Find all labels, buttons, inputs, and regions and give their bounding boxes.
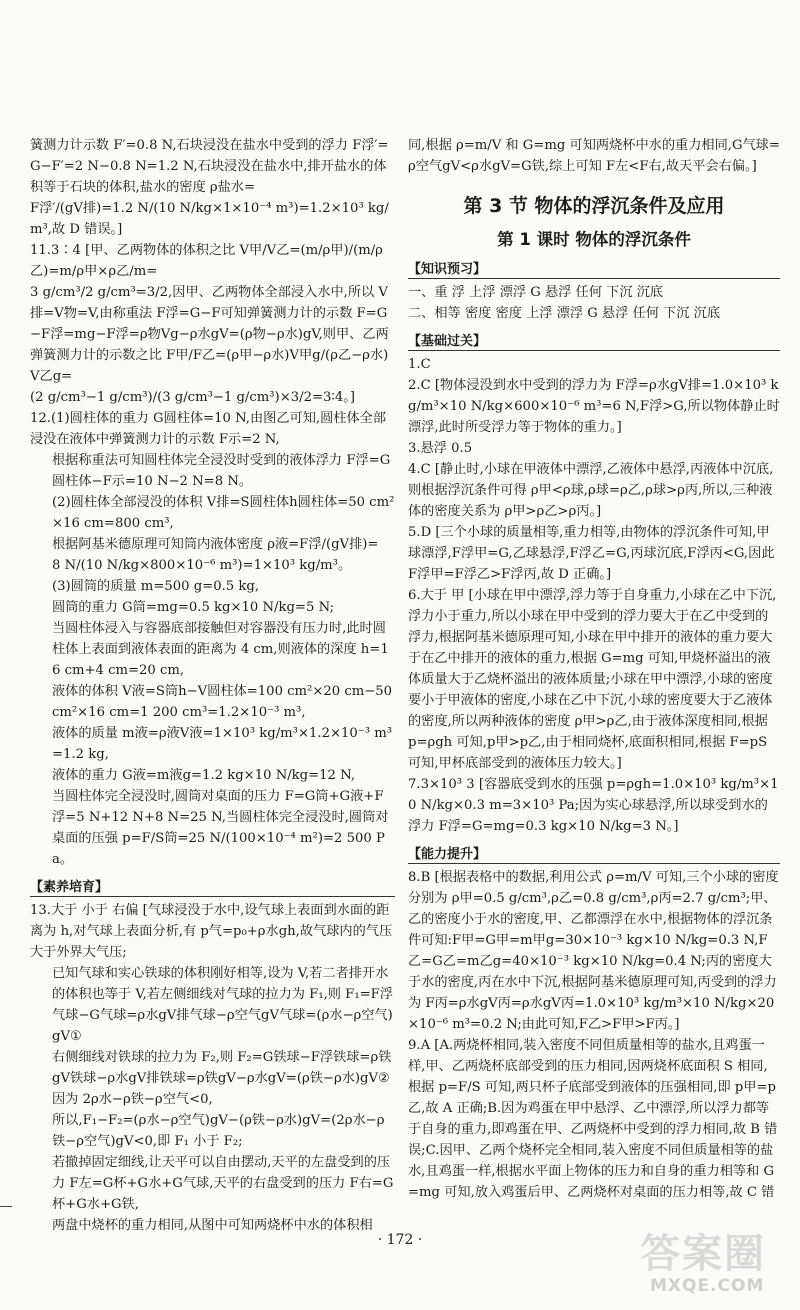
answer-paragraph: 当圆柱体完全浸没时,圆筒对桌面的压力 F=G筒+G液+F浮=5 N+12 N+8 N=25 N,当圆柱体完全浸没时,圆筒对桌面的压强 p=F/S筒=25 N/(100×10⁻⁴ m²)=2 500 Pa。: [52, 789, 389, 867]
answer-paragraph: 5.D [三个小球的质量相等,重力相等,由物体的浮沉条件可知,甲球漂浮,F浮甲=G,乙球悬浮,F浮乙=G,丙球沉底,F浮丙<G,因此 F浮甲=F浮乙>F浮丙,故 D 正确。]: [408, 525, 775, 582]
answer-paragraph: (3)圆筒的质量 m=500 g=0.5 kg,: [52, 579, 260, 594]
answer-paragraph: (2 g/cm³−1 g/cm³)/(3 g/cm³−1 g/cm³)×3/2=3∶4。]: [30, 390, 355, 405]
answer-paragraph: 所以,F₁−F₂=(ρ水−ρ空气)gV−(ρ铁−ρ水)gV=(2ρ水−ρ铁−ρ空气)gV<0,即 F₁ 小于 F₂;: [52, 1113, 385, 1149]
section-heading: 【素养培育】: [30, 876, 395, 897]
section-heading: 【知识预习】: [408, 258, 780, 279]
answer-paragraph: 4.C [静止时,小球在甲液体中漂浮,乙液体中悬浮,丙液体中沉底,则根据浮沉条件可得 ρ甲<ρ球,ρ球=ρ乙,ρ球>ρ丙,所以,三种液体的密度关系为 ρ甲>ρ乙>ρ丙。]: [408, 462, 774, 519]
right-column: [408, 135, 780, 1203]
answer-paragraph: 13.大于 小于 右偏 [气球浸没于水中,设气球上表面到水面的距离为 h,对气球上表面分析,有 p气=p₀+ρ水gh,故气球内的气压大于外界大气压;: [30, 903, 393, 960]
section-heading: 【基础过关】: [408, 330, 780, 351]
answer-paragraph: 根据称重法可知圆柱体完全浸没时受到的液体浮力 F浮=G圆柱体−F示=10 N−2 N=8 N。: [52, 453, 391, 489]
page-number: · 172 ·: [377, 1232, 423, 1248]
answer-paragraph: 液体的重力 G液=m液g=1.2 kg×10 N/kg=12 N,: [52, 768, 356, 783]
watermark-main-text: 答案圈: [640, 1231, 766, 1277]
answer-paragraph: 当圆柱体浸入与容器底部接触但对容器没有压力时,此时圆柱体上表面到液体表面的距离为 4 cm,则液体的深度 h=16 cm+4 cm=20 cm,: [52, 621, 389, 678]
answer-paragraph: 同,根据 ρ=m/V 和 G=mg 可知两烧杯中水的重力相同,G气球=ρ空气gV<ρ水gV=G铁,综上可知 F左<F右,故天平会右偏。]: [408, 138, 780, 174]
answer-paragraph: 一、重 浮 上浮 漂浮 G 悬浮 任何 下沉 沉底: [408, 285, 664, 300]
answer-paragraph: 9.A [A.两烧杯相同,装入密度不同但质量相等的盐水,且鸡蛋一样,甲、乙两烧杯底部受到的压力相同,因两烧杯底面积 S 相同,根据 p=F/S 可知,两只杯子底部受到液体的压强相同,即 p甲=p乙,故 A 正确;B.因为鸡蛋在甲中悬浮、乙中漂浮,所以浮力都等于自身的重力,即鸡蛋在甲、乙两烧杯中受到的浮力相同,故 B 错误;C.因甲、乙两个烧杯完全相同,装入密度不同但质量相等的盐水,且鸡蛋一样,根据水平面上物体的压力和自身的重力相等和 G=mg 可知,放入鸡蛋后甲、乙两烧杯对桌面的压力相等,故 C 错: [408, 1038, 778, 1200]
answer-paragraph: 液体的质量 m液=ρ液V液=1×10³ kg/m³×1.2×10⁻³ m³=1.2 kg,: [52, 726, 393, 762]
watermark-url-text: MXQE.COM: [650, 1276, 765, 1296]
answer-paragraph: 二、相等 密度 密度 上浮 漂浮 G 悬浮 任何 下沉 沉底: [408, 306, 721, 321]
watermark-logo: [632, 1222, 792, 1302]
answer-paragraph: 因为 2ρ水−ρ铁−ρ空气<0,: [52, 1092, 213, 1107]
answer-paragraph: 已知气球和实心铁球的体积刚好相等,设为 V,若二者排开水的体积也等于 V,若左侧细线对气球的拉力为 F₁,则 F₁=F浮气球−G气球=ρ水gV排气球−ρ空气gV气球=(ρ水−ρ空气)gV①: [52, 966, 393, 1044]
answer-paragraph: 两盘中烧杯的重力相同,从图中可知两烧杯中水的体积相: [52, 1218, 373, 1233]
answer-paragraph: 8 N/(10 N/kg×800×10⁻⁶ m³)=1×10³ kg/m³。: [52, 558, 352, 573]
answer-paragraph: 7.3×10³ 3 [容器底受到水的压强 p=ρgh=1.0×10³ kg/m³×10 N/kg×0.3 m=3×10³ Pa;因为实心球悬浮,所以球受到水的浮力 F浮=G=mg=0.3 kg×10 N/kg=3 N。]: [408, 777, 779, 834]
answer-paragraph: 右侧细线对铁球的拉力为 F₂,则 F₂=G铁球−F浮铁球=ρ铁gV铁球−ρ水gV排铁球=ρ铁gV−ρ水gV=(ρ铁−ρ水)gV②: [52, 1050, 392, 1086]
answer-paragraph: 12.(1)圆柱体的重力 G圆柱体=10 N,由图乙可知,圆柱体全部浸没在液体中弹簧测力计的示数 F示=2 N,: [30, 411, 387, 447]
answer-paragraph: 6.大于 甲 [小球在甲中漂浮,浮力等于自身重力,小球在乙中下沉,浮力小于重力,所以小球在甲中受到的浮力要大于在乙中受到的浮力,根据阿基米德原理可知,小球在甲中排开的液体的重力要大于在乙中排开的液体的重力,根据 G=mg 可知,甲烧杯溢出的液体质量大于乙烧杯溢出的液体质量;小球在甲中漂浮,小球的密度要小于甲液体的密度,小球在乙中下沉,小球的密度要大于乙液体的密度,所以两种液体的密度 ρ甲>ρ乙,由于液体深度相同,根据 p=ρgh 可知,p甲>p乙,由于相同烧杯,底面积相同,根据 F=pS 可知,甲杯底部受到的液体压力较大。]: [408, 588, 777, 771]
answer-paragraph: 若撤掉固定细线,让天平可以自由摆动,天平的左盘受到的压力 F左=G杯+G水+G气球,天平的右盘受到的压力 F右=G杯+G水+G铁,: [52, 1155, 394, 1212]
section-heading: 【能力提升】: [408, 843, 780, 864]
answer-paragraph: 8.B [根据表格中的数据,利用公式 ρ=m/V 可知,三个小球的密度分别为 ρ甲=0.5 g/cm³,ρ乙=0.8 g/cm³,ρ丙=2.7 g/cm³;甲、乙的密度小于水的密度,甲、乙都漂浮在水中,根据物体的浮沉条件可知:F甲=G甲=m甲g=30×10⁻³ kg×10 N/kg=0.3 N,F乙=G乙=m乙g=40×10⁻³ kg×10 N/kg=0.4 N;丙的密度大于水的密度,丙在水中下沉,根据阿基米德原理可知,丙受到的浮力为 F丙=ρ水gV丙=ρ水gV丙=1.0×10³ kg/m³×10 N/kg×20×10⁻⁶ m³=0.2 N;由此可知,F乙>F甲>F丙。]: [408, 870, 779, 1032]
answer-paragraph: F浮′/(gV排)=1.2 N/(10 N/kg×1×10⁻⁴ m³)=1.2×10³ kg/m³,故 D 错误。]: [30, 201, 389, 237]
answer-paragraph: 1.C: [408, 357, 431, 372]
answer-paragraph: 圆筒的重力 G筒=mg=0.5 kg×10 N/kg=5 N;: [52, 600, 335, 615]
answer-paragraph: 簧测力计示数 F′=0.8 N,石块浸没在盐水中受到的浮力 F浮′=G−F′=2 N−0.8 N=1.2 N,石块浸没在盐水中,排开盐水的体积等于石块的体积,盐水的密度 ρ盐水=: [30, 138, 389, 195]
answer-paragraph: 2.C [物体浸没到水中受到的浮力为 F浮=ρ水gV排=1.0×10³ kg/m³×10 N/kg×600×10⁻⁶ m³=6 N,F浮>G,所以物体静止时漂浮,此时所受浮力等于物体的重力。]: [408, 378, 780, 435]
scan-edge-mark: [0, 1206, 12, 1207]
left-column: [30, 135, 395, 1236]
answer-paragraph: 11.3∶4 [甲、乙两物体的体积之比 V甲/V乙=(m/ρ甲)/(m/ρ乙)=m/ρ甲×ρ乙/m=: [30, 243, 383, 279]
section-title: 第 3 节 物体的浮沉条件及应用: [463, 195, 725, 217]
answer-paragraph: 根据阿基米德原理可知筒内液体密度 ρ液=F浮/(gV排)=: [52, 537, 379, 552]
answer-paragraph: 3 g/cm³/2 g/cm³=3/2,因甲、乙两物体全部浸入水中,所以 V排=V物=V,由称重法 F浮=G−F可知弹簧测力计的示数 F=G−F浮=mg−F浮=ρ物Vg−ρ水gV=(ρ物−ρ水)gV,则甲、乙两弹簧测力计的示数之比 F甲/F乙=(ρ甲−ρ水)V甲g/(ρ乙−ρ水)V乙g=: [30, 285, 389, 384]
answer-paragraph: 液体的体积 V液=S筒h−V圆柱体=100 cm²×20 cm−50 cm²×16 cm=1 200 cm³=1.2×10⁻³ m³,: [52, 684, 393, 720]
answer-paragraph: 3.悬浮 0.5: [408, 441, 473, 456]
lesson-title: 第 1 课时 物体的浮沉条件: [497, 230, 691, 249]
answer-paragraph: (2)圆柱体全部浸没的体积 V排=S圆柱体h圆柱体=50 cm²×16 cm=800 cm³,: [52, 495, 395, 531]
